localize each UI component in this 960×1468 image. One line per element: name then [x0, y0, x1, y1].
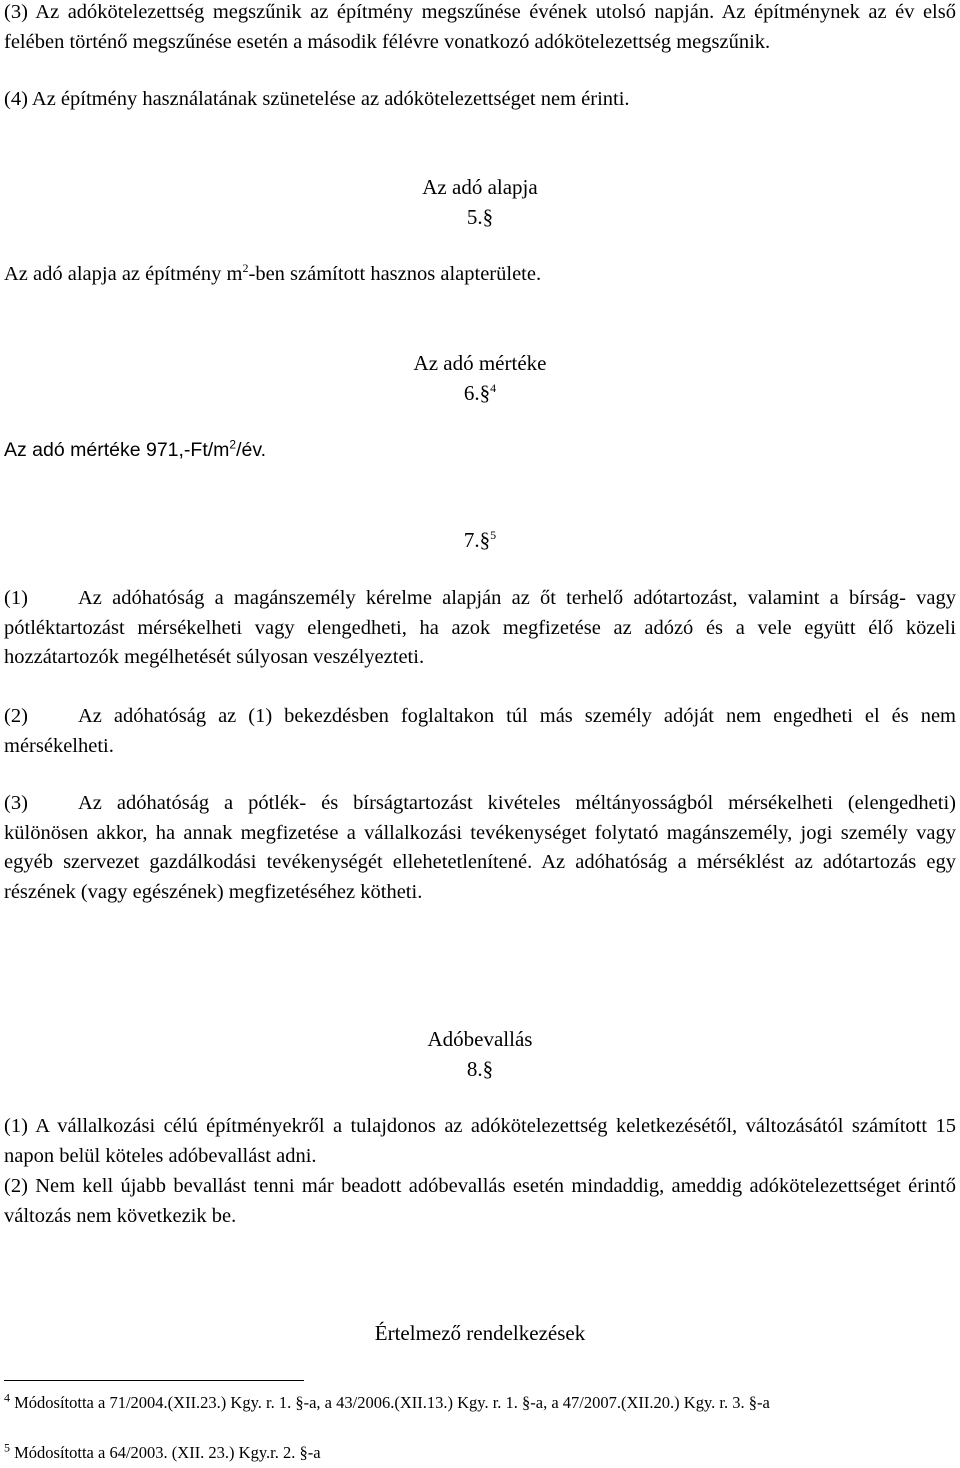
section-7-paragraph-3 — [4, 789, 956, 907]
section-sign: § — [479, 528, 491, 552]
section-definitions-title: Értelmező rendelkezések — [374, 1321, 586, 1345]
footnote-4 — [4, 1392, 944, 1414]
paragraph-3: (3) Az adókötelezettség megszűnik az építmény megszűnése évének utolsó napján. Az építménynek az év első felében történő megszűnése esetén a második félévre vonatkozó adókötelezettség megszűnik. — [4, 1, 956, 53]
footnote-ref-5[interactable]: 5 — [490, 528, 497, 542]
section-8-number — [0, 1054, 960, 1084]
section-number: 8. — [466, 1057, 483, 1081]
footnote-ref-4[interactable]: 4 — [490, 381, 497, 395]
text-part: Az adó mértéke 971,-Ft/m — [4, 439, 230, 461]
section-6-title: Az adó mértéke — [413, 351, 547, 375]
footnote-5 — [4, 1442, 944, 1464]
superscript: 2 — [229, 437, 237, 452]
footnote-number: 5 — [4, 1440, 10, 1455]
text-part: -ben számított hasznos alapterülete. — [248, 263, 542, 285]
footnote-text: Módosította a 71/2004.(XII.23.) Kgy. r. 1. §-a, a 43/2006.(XII.13.) Kgy. r. 1. §-a, a 47/2007.(XII.20.) Kgy. r. 3. §-a — [14, 1393, 770, 1412]
text-part: Az adó alapja az építmény m — [4, 263, 243, 285]
section-7-paragraph-2 — [4, 702, 956, 761]
paragraph-4: (4) Az építmény használatának szünetelése az adókötelezettséget nem érinti. — [4, 88, 630, 110]
section-sign: § — [482, 1057, 494, 1081]
paragraph-text: Az adóhatóság a pótlék- és bírságtartozást kivételes méltányosságból mérsékelheti (elengedheti) különösen akkor, ha annak megfizetése a vállalkozási tevékenységet folytató magánszemély, jogi személy vagy egyéb szervezet gazdálkodási tevékenységét ellehetetlenítené. Az adóhatóság a mérséklést az adótartozás egy részének (vagy egészének) megfizetéséhez kötheti. — [4, 792, 956, 903]
footnote-separator — [4, 1380, 304, 1381]
paragraph-text: Az adóhatóság az (1) bekezdésben foglaltakon túl más személy adóját nem engedheti el és nem mérsékelheti. — [4, 705, 956, 757]
superscript: 2 — [242, 261, 249, 276]
section-6-number — [0, 378, 960, 408]
section-7-number — [0, 525, 960, 555]
paragraph-number: (3) — [4, 792, 28, 814]
paragraph-number: (2) — [4, 705, 28, 727]
footnote-number: 4 — [4, 1390, 10, 1405]
section-8-paragraph-2: (2) Nem kell újabb bevallást tenni már beadott adóbevallás esetén mindaddig, ameddig adókötelezettséget érintő változás nem következik be. — [4, 1175, 956, 1227]
section-5-number — [0, 202, 960, 232]
section-number: 5. — [466, 205, 483, 229]
text-part: /év. — [236, 439, 267, 461]
section-5-title: Az adó alapja — [422, 175, 538, 199]
section-7-paragraph-1 — [4, 584, 956, 673]
section-6-text — [4, 436, 956, 466]
section-5-text — [4, 260, 956, 290]
paragraph-text: Az adóhatóság a magánszemély kérelme alapján az őt terhelő adótartozást, valamint a bírság- vagy pótléktartozást mérsékelheti vagy elengedheti, ha azok megfizetése az adózó és a vele együtt élő közeli hozzátartozók megélhetését súlyosan veszélyezteti. — [4, 587, 956, 669]
paragraph-number: (1) — [4, 587, 28, 609]
section-8-paragraph-1: (1) A vállalkozási célú építményekről a tulajdonos az adókötelezettség keletkezésétől, változásától számított 15 napon belül köteles adóbevallást adni. — [4, 1115, 956, 1167]
section-sign: § — [482, 205, 494, 229]
section-number: 6. — [463, 381, 480, 405]
section-sign: § — [479, 381, 491, 405]
footnote-text: Módosította a 64/2003. (XII. 23.) Kgy.r. 2. §-a — [14, 1443, 321, 1462]
section-number: 7. — [463, 528, 480, 552]
section-8-title: Adóbevallás — [427, 1027, 533, 1051]
